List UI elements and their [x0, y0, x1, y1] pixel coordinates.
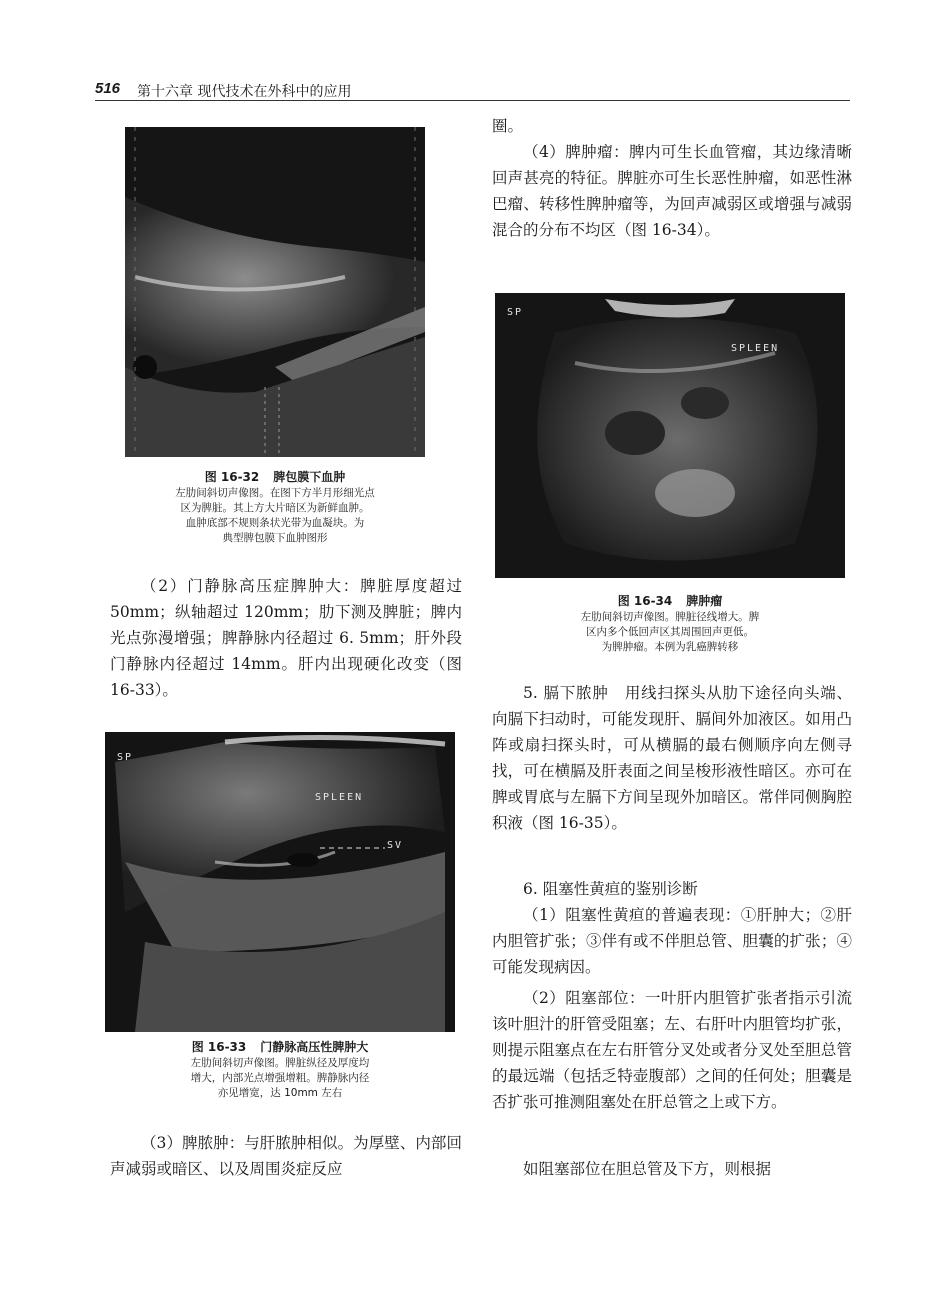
caption-title	[105, 1038, 455, 1056]
paragraph-obstruction-site: （2）阻塞部位：一叶肝内胆管扩张者指示引流该叶胆汁的肝管受阻塞；左、右肝叶内胆管均扩张，则提示阻塞点在左右肝管分叉处或者分叉处至胆总管的最远端（包括乏特壶腹部）之间的任何处；胆囊是否扩张可推测阻塞处在肝总管之上或下方。	[492, 989, 852, 1111]
caption-line: 区内多个低回声区其周围回声更低。	[586, 626, 754, 638]
caption-line: 左肋间斜切声像图。脾脏纵径及厚度均	[190, 1057, 370, 1069]
label-sv: SV	[387, 840, 404, 851]
paragraph-closing: 如阻塞部位在胆总管及下方，则根据	[523, 1160, 772, 1178]
caption-line: 区为脾脏。其上方大片暗区为新鲜血肿。	[180, 502, 370, 514]
section-heading-obstructive-jaundice: 6. 阻塞性黄疸的鉴别诊断	[523, 880, 698, 898]
figure-16-33-caption	[105, 1038, 455, 1101]
caption-line: 左肋间斜切声像图。在图下方半月形细光点	[175, 487, 375, 499]
paragraph-spleen-tumor: （4）脾肿瘤：脾内可生长血管瘤，其边缘清晰回声甚亮的特征。脾脏亦可生长恶性肿瘤，如恶性淋巴瘤、转移性脾肿瘤等，为回声减弱区或增强与减弱混合的分布不均区（图 16-34）。	[492, 143, 852, 239]
header-rule	[95, 100, 850, 101]
paragraph-portal-hypertension: （2）门静脉高压症脾肿大：脾脏厚度超过 50mm；纵轴超过 120mm；肋下测及脾脏；脾内光点弥漫增强；脾静脉内径超过 6. 5mm；肝外段门静脉内径超过 14mm。肝内出现硬化改变（图 16-33）。	[110, 577, 462, 699]
caption-line: 为脾肿瘤。本例为乳癌脾转移	[601, 641, 739, 653]
figure-number: 图 16-32	[204, 470, 260, 484]
chapter-title: 第十六章 现代技术在外科中的应用	[137, 84, 352, 100]
figure-number: 图 16-34	[617, 594, 673, 608]
label-sp: SP	[507, 307, 524, 318]
page-header	[95, 80, 850, 104]
figure-16-33-image	[105, 732, 455, 1032]
figure-number: 图 16-33	[191, 1040, 247, 1054]
caption-line: 典型脾包膜下血肿图形	[222, 532, 328, 544]
figure-16-32-image	[125, 127, 425, 457]
caption-title	[125, 468, 425, 486]
caption-line: 增大，内部光点增强增粗。脾静脉内径	[190, 1072, 370, 1084]
paragraph-general-findings: （1）阻塞性黄疸的普遍表现：①肝肿大；②肝内胆管扩张；③伴有或不伴胆总管、胆囊的扩张；④可能发现病因。	[492, 906, 852, 976]
paragraph-subphrenic-abscess: 5. 膈下脓肿 用线扫探头从肋下途径向头端、向膈下扫动时，可能发现肝、膈间外加液区。如用凸阵或扇扫探头时，可从横膈的最右侧顺序向左侧寻找，可在横膈及肝表面之间呈梭形液性暗区。亦可在脾或胃底与左膈下方间呈现外加暗区。常伴同侧胸腔积液（图 16-35）。	[492, 684, 852, 832]
page-number: 516	[95, 80, 121, 97]
paragraph-spleen-abscess: （3）脾脓肿：与肝脓肿相似。为厚壁、内部回声减弱或暗区、以及周围炎症反应	[110, 1134, 462, 1178]
label-spleen: SPLEEN	[731, 343, 780, 354]
paragraph-continuation: 圈。	[492, 117, 524, 135]
figure-title: 脾肿瘤	[686, 594, 723, 608]
figure-16-34-image	[495, 293, 845, 578]
label-sp: SP	[117, 752, 134, 763]
caption-line: 左肋间斜切声像图。脾脏径线增大。脾	[580, 611, 760, 623]
figure-title: 脾包膜下血肿	[273, 470, 346, 484]
caption-line: 亦见增宽，达 10mm 左右	[217, 1087, 343, 1099]
label-spleen: SPLEEN	[315, 792, 364, 803]
caption-line: 血肿底部不规则条状光带为血凝块。为	[185, 517, 365, 529]
figure-16-34-caption	[495, 592, 845, 655]
figure-16-32-caption	[125, 468, 425, 546]
figure-title: 门静脉高压性脾肿大	[260, 1040, 369, 1054]
caption-title	[495, 592, 845, 610]
